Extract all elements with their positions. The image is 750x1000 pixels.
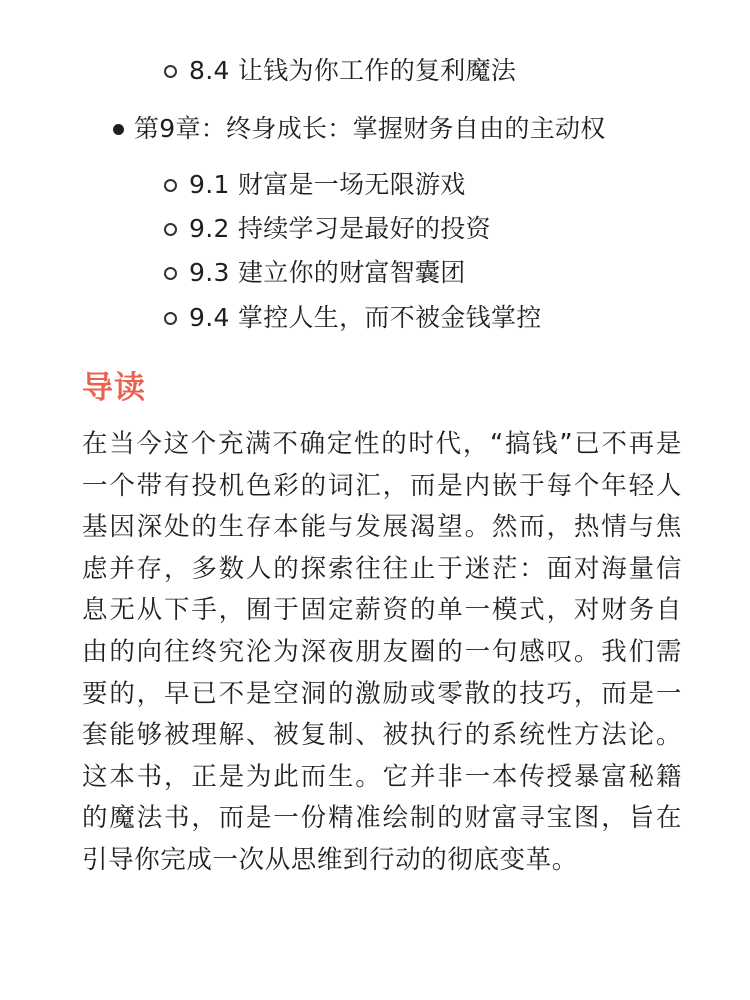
hollow-bullet-icon: [164, 312, 177, 325]
hollow-bullet-icon: [164, 267, 177, 280]
chapter-label: 第9章：终身成长：掌握财务自由的主动权: [134, 114, 606, 143]
subsection-label: 8.4 让钱为你工作的复利魔法: [189, 56, 517, 85]
hollow-bullet-icon: [164, 223, 177, 236]
hollow-bullet-icon: [164, 179, 177, 192]
section-heading-intro: 导读: [82, 370, 146, 406]
subsection-label: 9.4 掌控人生，而不被金钱掌控: [189, 303, 542, 332]
hollow-bullet-icon: [164, 65, 177, 78]
subsection-label: 9.1 财富是一场无限游戏: [189, 170, 466, 199]
solid-bullet-icon: [113, 124, 124, 135]
subsection-label: 9.3 建立你的财富智囊团: [189, 258, 466, 287]
intro-paragraph: 在当今这个充满不确定性的时代，“搞钱”已不再是一个带有投机色彩的词汇，而是内嵌于每个年轻人基因深处的生存本能与发展渴望。然而，热情与焦虑并存，多数人的探索往往止于迷茫：面对海量信息无从下手，囿于固定薪资的单一模式，对财务自由的向往终究沦为深夜朋友圈的一句感叹。我们需要的，早已不是空洞的激励或零散的技巧，而是一套能够被理解、被复制、被执行的系统性方法论。这本书，正是为此而生。它并非一本传授暴富秘籍的魔法书，而是一份精准绘制的财富寻宝图，旨在引导你完成一次从思维到行动的彻底变革。: [82, 429, 682, 875]
subsection-label: 9.2 持续学习是最好的投资: [189, 214, 491, 243]
